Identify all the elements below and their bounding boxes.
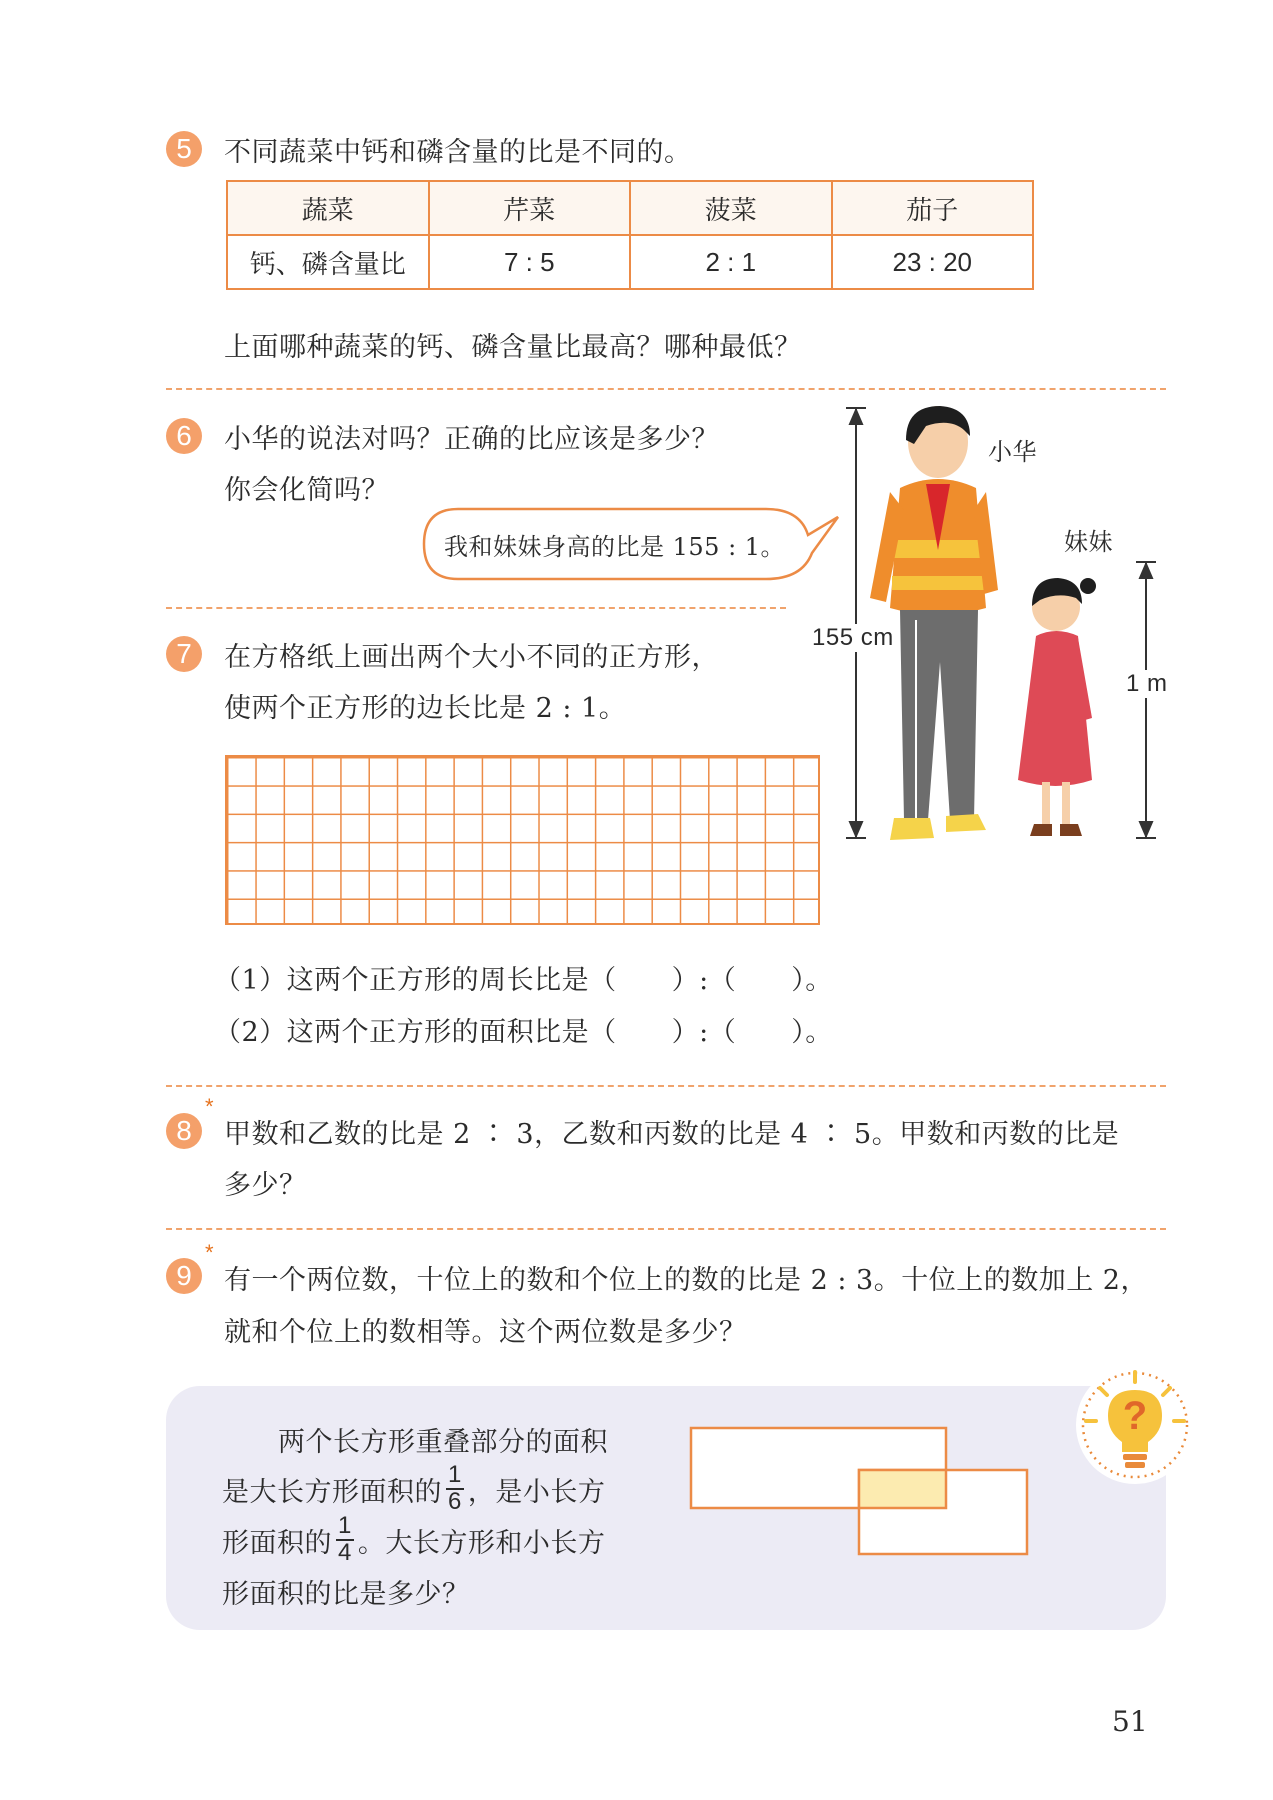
- table-row: [227, 235, 1033, 289]
- table-header-cell: 菠菜: [630, 181, 832, 235]
- question-number-9: 9: [166, 1258, 202, 1294]
- fraction-one-sixth: [446, 1463, 464, 1514]
- q7-sub-question-2: （2）这两个正方形的面积比是（ ）:（ ）。: [214, 1017, 833, 1048]
- q5-prompt: 不同蔬菜中钙和磷含量的比是不同的。: [224, 137, 692, 168]
- fraction-numerator: 1: [448, 1461, 462, 1488]
- section-divider: [166, 388, 1166, 390]
- section-divider: [166, 1228, 1166, 1230]
- speech-text: 我和妹妹身高的比是 155 : 1。: [444, 533, 786, 561]
- question-number-6: 6: [166, 418, 202, 454]
- q6-line-2: 你会化简吗？: [224, 475, 389, 506]
- girl-name-label: 妹妹: [1064, 528, 1113, 556]
- question-number-8: 8: [166, 1113, 202, 1149]
- lightbulb-question-icon: [1076, 1366, 1194, 1484]
- vegetable-ratio-table: [226, 180, 1034, 290]
- q9-line-2: 就和个位上的数相等。这个两位数是多少？: [224, 1317, 747, 1348]
- think-line-2-start: 是大长方形面积的: [222, 1477, 442, 1508]
- think-line-3-start: 形面积的: [222, 1528, 332, 1559]
- question-mark: ?: [1122, 1394, 1148, 1438]
- girl-height-arrow: [1136, 562, 1156, 838]
- question-number-7: 7: [166, 636, 202, 672]
- q8-line-2: 多少？: [224, 1170, 307, 1201]
- table-cell: 23 : 20: [832, 235, 1034, 289]
- table-cell: 7 : 5: [429, 235, 631, 289]
- table-row-label: 钙、磷含量比: [227, 235, 429, 289]
- table-header-row: [227, 181, 1033, 235]
- fraction-denominator: 6: [448, 1488, 462, 1515]
- think-line-4: 形面积的比是多少？: [222, 1579, 470, 1610]
- think-line-2: [222, 1461, 606, 1515]
- fraction-numerator: 1: [338, 1512, 352, 1539]
- challenge-star: *: [205, 1240, 214, 1265]
- q7-line-1: 在方格纸上画出两个大小不同的正方形，: [224, 642, 719, 673]
- think-line-1: 两个长方形重叠部分的面积: [278, 1427, 608, 1458]
- boy-name-label: 小华: [988, 438, 1037, 466]
- question-number-5: 5: [166, 131, 202, 167]
- think-line-3-end: 。大长方形和小长方: [357, 1528, 606, 1559]
- page-number: 51: [1112, 1705, 1148, 1738]
- boy-height-arrow: [846, 408, 866, 838]
- table-cell: 2 : 1: [630, 235, 832, 289]
- think-line-2-end: ，是小长方: [467, 1477, 606, 1508]
- overlapping-rectangles-diagram: [688, 1425, 1033, 1565]
- section-divider: [166, 607, 786, 609]
- fraction-denominator: 4: [338, 1539, 352, 1566]
- q5-question: 上面哪种蔬菜的钙、磷含量比最高？哪种最低？: [224, 332, 802, 363]
- boy-figure: [870, 406, 998, 840]
- q7-sub-question-1: （1）这两个正方形的周长比是（ ）:（ ）。: [214, 965, 833, 996]
- section-divider: [166, 1085, 1166, 1087]
- table-header-cell: 芹菜: [429, 181, 631, 235]
- table-header-cell: 蔬菜: [227, 181, 429, 235]
- think-line-3: [222, 1512, 606, 1566]
- girl-figure: [1018, 578, 1096, 836]
- q8-line-1: 甲数和乙数的比是 2 ∶ 3，乙数和丙数的比是 4 ∶ 5。甲数和丙数的比是: [224, 1119, 1120, 1150]
- girl-height-label: 1 m: [1126, 670, 1168, 697]
- boy-height-label: 155 cm: [812, 624, 894, 651]
- grid-paper[interactable]: [225, 755, 820, 925]
- q9-line-1: 有一个两位数，十位上的数和个位上的数的比是 2 : 3。十位上的数加上 2，: [224, 1265, 1148, 1296]
- table-header-cell: 茄子: [832, 181, 1034, 235]
- q6-line-1: 小华的说法对吗？正确的比应该是多少？: [224, 424, 719, 455]
- challenge-star: *: [205, 1094, 214, 1119]
- q7-line-2: 使两个正方形的边长比是 2 : 1。: [224, 693, 627, 724]
- fraction-one-quarter: [336, 1514, 354, 1565]
